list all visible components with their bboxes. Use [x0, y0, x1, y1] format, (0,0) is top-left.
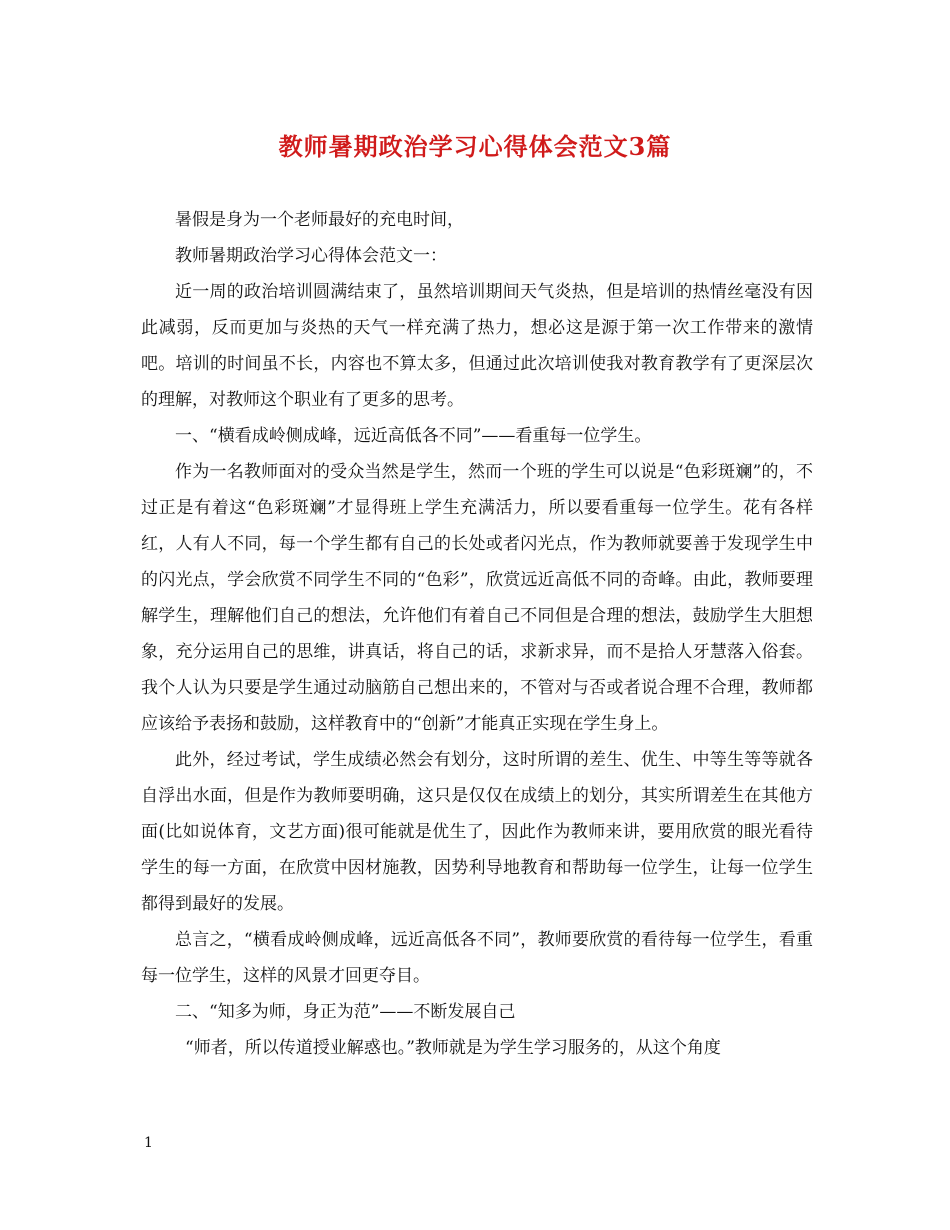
paragraph-intro: 暑假是身为一个老师最好的充电时间， — [175, 210, 464, 230]
paragraph-respect-students: 作为一名教师面对的受众当然是学生，然而一个班的学生可以说是“色彩斑斓”的，不过正是有着这“色彩斑斓”才显得班上学生充满活力，所以要看重每一位学生。花有各样红，人有人不同，每一个学生都有自己的长处或者闪光点，作为教师就要善于发现学生中的闪光点，学会欣赏不同学生不同的“色彩”，欣赏远近高低不同的奇峰。由此，教师要理解学生，理解他们自己的想法，允许他们有着自己不同但是合理的想法，鼓励学生大胆想象，充分运用自己的思维，讲真话，将自己的话，求新求异，而不是拾人牙慧落入俗套。我个人认为只要是学生通过动脑筋自己想出来的，不管对与否或者说合理不合理，教师都应该给予表扬和鼓励，这样教育中的“创新”才能真正实现在学生身上。 — [141, 462, 813, 734]
paragraph-subtitle: 教师暑期政治学习心得体会范文一： — [175, 246, 447, 266]
section-heading-2: 二、“知多为师，身正为范”——不断发展自己 — [175, 1002, 516, 1022]
paragraph-teacher-role: “师者，所以传道授业解惑也。”教师就是为学生学习服务的，从这个角度 — [185, 1038, 721, 1058]
section-heading-1: 一、“横看成岭侧成峰，远近高低各不同”——看重每一位学生。 — [175, 426, 652, 446]
paragraph-training-summary: 近一周的政治培训圆满结束了，虽然培训期间天气炎热，但是培训的热情丝毫没有因此减弱，反而更加与炎热的天气一样充满了热力，想必这是源于第一次工作带来的激情吧。培训的时间虽不长，内容也不算太多，但通过此次培训使我对教育教学有了更深层次的理解，对教师这个职业有了更多的思考。 — [141, 282, 813, 410]
paragraph-conclusion: 总言之，“横看成岭侧成峰，远近高低各不同”，教师要欣赏的看待每一位学生，看重每一位学生，这样的风景才回更夺目。 — [141, 930, 813, 986]
document-title: 教师暑期政治学习心得体会范文3篇 — [278, 132, 672, 161]
paragraph-grades: 此外，经过考试，学生成绩必然会有划分，这时所谓的差生、优生、中等生等等就各自浮出水面，但是作为教师要明确，这只是仅仅在成绩上的划分，其实所谓差生在其他方面(比如说体育，文艺方面)很可能就是优生了，因此作为教师来讲，要用欣赏的眼光看待学生的每一方面，在欣赏中因材施教，因势利导地教育和帮助每一位学生，让每一位学生都得到最好的发展。 — [141, 750, 813, 914]
document-body — [141, 202, 813, 1066]
page-number: 1 — [144, 1135, 153, 1151]
